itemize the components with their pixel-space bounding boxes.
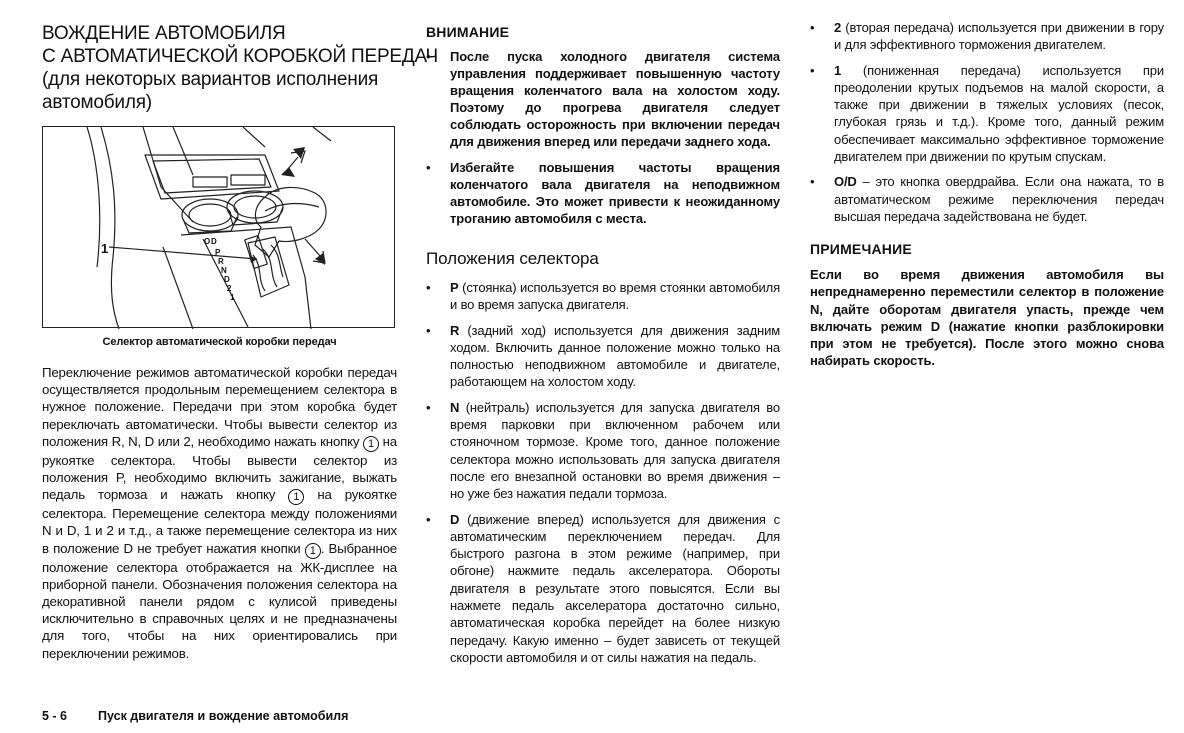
- gate-letter-2: 2: [227, 284, 232, 293]
- selector-illustration: [42, 126, 395, 328]
- selector-desc: (нейтраль) используется для запуска двигателя во время парковки при включенном рабочем или стояночном тормозе. Кроме того, данное положение селектора можно использовать для запуска двигателя после его внезапной остановки во время движения – но уже без нажатия педали тормоза.: [450, 399, 780, 502]
- warning-list: [426, 48, 780, 227]
- intro-text-3: на рукоятке селектора. Перемещение селектора между положениями N и D, 1 и 2 и т.д., а также перемещение селектора из них в положение D не требует нажатия кнопки: [42, 487, 397, 556]
- selector-item-n: [426, 399, 780, 503]
- selector-key: P: [450, 280, 459, 295]
- selector-item-od: [810, 173, 1164, 225]
- gate-letter-n: N: [221, 266, 227, 275]
- selector-key: 1: [834, 62, 842, 78]
- gate-letter-o: O: [204, 237, 211, 246]
- selector-list: [426, 279, 780, 666]
- title-line-3: (для некоторых вариантов исполнения: [42, 69, 379, 90]
- column-right: [810, 0, 1164, 369]
- selector-list-continued: [810, 19, 1164, 225]
- page-number: 5 - 6: [42, 709, 68, 723]
- button-ref-3: 1: [305, 543, 321, 559]
- column-left: [42, 0, 439, 662]
- selector-key: O/D: [834, 174, 857, 190]
- selector-desc: (задний ход) используется для движения задним ходом. Включить данное положение можно только на полностью неподвижном автомобиле и двигателе, работающем на холостом ходу.: [450, 322, 780, 390]
- callout-number: 1: [101, 241, 109, 256]
- gate-letter-d2: D: [224, 275, 230, 284]
- intro-text-2: на рукоятке селектора. Чтобы вывести селектор из положения P, необходимо включить зажигание, выжать педаль тормоза и нажать кнопку: [42, 433, 398, 503]
- selector-desc: – это кнопка овердрайва. Если она нажата, то в автоматическом режиме переключения передач высшая передача задействована не будет.: [834, 174, 1164, 224]
- intro-text-1: Переключение режимов автоматической коробки передач осуществляется продольным перемещением селектора в нужное положение. Передачи при этом коробка будет переключать автоматически. Чтобы вывести селектор из положения R, N, D или 2, необходимо нажать кнопку: [42, 365, 397, 449]
- figure-caption: Селектор автоматической коробки передач: [102, 336, 337, 348]
- gate-letter-1: 1: [230, 293, 235, 302]
- selector-desc: (пониженная передача) используется при преодолении крутых подъемов на малой скорости, а также при движении в тяжелых условиях (песок, глубокая грязь и т.д.). Кроме того, данный режим обеспечивает максимально эффективное торможение двигателем при движении по крутым спускам.: [834, 62, 1164, 165]
- page-title: [42, 22, 439, 114]
- selector-heading: Положения селектора: [426, 249, 599, 268]
- intro-text-4: . Выбранное положение селектора отображается на ЖК-дисплее на приборной панели. Обозначения положения селектора на декоративной панели рядом с кулисой приведены исключительно в справочных целях и не предназначены для того, чтобы на них ориентировались при переключении режимов.: [42, 540, 397, 661]
- selector-item-1: [810, 62, 1164, 166]
- gear-selector-drawing: [43, 127, 396, 329]
- selector-key: 2: [834, 20, 842, 35]
- note-heading: ПРИМЕЧАНИЕ: [810, 241, 912, 258]
- column-middle: [426, 0, 780, 674]
- gate-letter-d: D: [211, 237, 217, 246]
- note-text: Если во время движения автомобиля вы непреднамеренно переместили селектор в положение N, дайте оборотам двигателя упасть, прежде чем включать режим D (нажатие кнопки разблокировки при этом не требуется). После этого можно снова набирать скорость.: [810, 267, 1164, 369]
- title-line-1: ВОЖДЕНИЕ АВТОМОБИЛЯ: [42, 23, 286, 44]
- section-name: Пуск двигателя и вождение автомобиля: [98, 709, 349, 723]
- selector-item-r: [426, 322, 780, 391]
- title-line-4: автомобиля): [42, 92, 152, 113]
- gate-letter-p: P: [215, 248, 221, 257]
- selector-item-p: [426, 279, 780, 314]
- warning-item: • После пуска холодного двигателя система управления поддерживает повышенную частоту вращения коленчатого вала на холостом ходу. Поэтому до прогрева двигателя следует соблюдать осторожность при включении передач для движения вперед или передачи заднего хода.: [426, 48, 780, 150]
- button-ref-2: 1: [288, 489, 304, 505]
- page-footer: [42, 709, 348, 723]
- selector-desc: (движение вперед) используется для движения с автоматическим переключением передач. Для быстрого разгона в этом режиме (например, при обгоне) нажмите педаль акселератора. Обороты двигателя в результате этого повысятся. Если вы нажмете педаль акселератора достаточно сильно, автоматическая коробка перейдет на более низкую передачу. Какую именно – будет зависеть от текущей скорости автомобиля и от силы нажатия на педаль.: [450, 511, 780, 665]
- warning-item: • Избегайте повышения частоты вращения коленчатого вала двигателя на неподвижном автомобиле. Это может привести к неожиданному троганию автомобиля с места.: [426, 159, 780, 227]
- selector-key: R: [450, 322, 460, 338]
- selector-desc: (стоянка) используется во время стоянки автомобиля и во время запуска двигателя.: [450, 280, 780, 313]
- selector-key: D: [450, 511, 460, 527]
- title-line-2: С АВТОМАТИЧЕСКОЙ КОРОБКОЙ ПЕРЕДАЧ: [42, 46, 439, 67]
- selector-desc: (вторая передача) используется при движении в гору и для эффективного торможения двигателем.: [834, 20, 1164, 53]
- button-ref-1: 1: [363, 436, 379, 452]
- selector-item-2: [810, 19, 1164, 54]
- intro-paragraph: [42, 364, 397, 662]
- selector-key: N: [450, 399, 460, 415]
- warning-heading: ВНИМАНИЕ: [426, 24, 510, 40]
- selector-item-d: [426, 511, 780, 667]
- gate-letter-r: R: [218, 257, 224, 266]
